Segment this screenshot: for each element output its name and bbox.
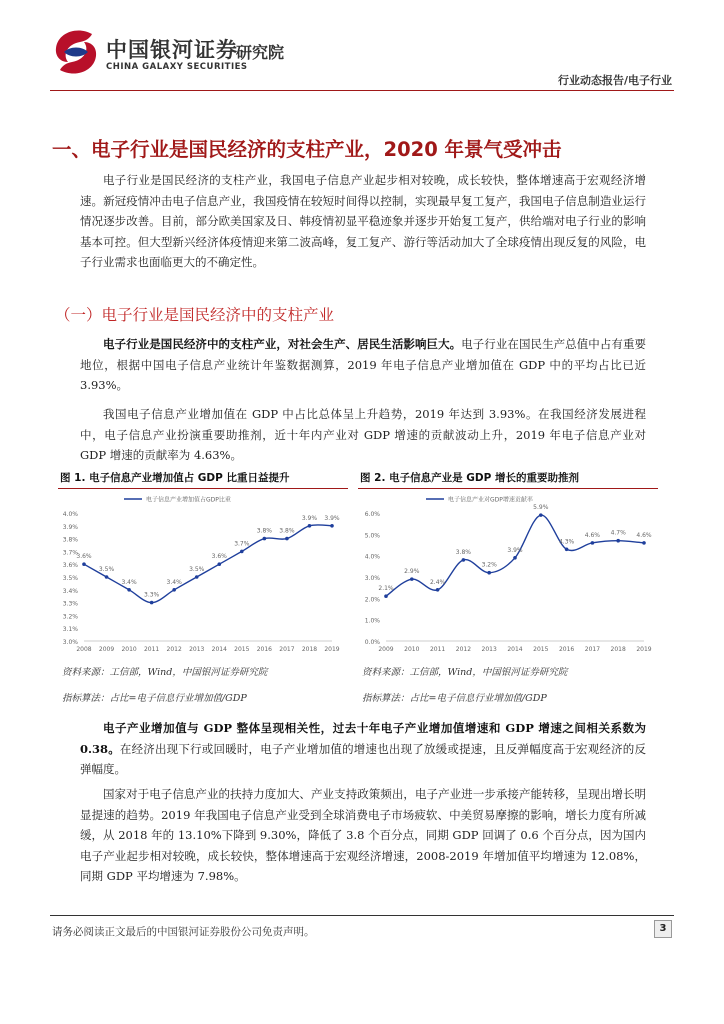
intro-paragraph: 电子行业是国民经济的支柱产业，我国电子信息产业起步相对较晚，成长较快，整体增速高于宏观经济增速。新冠疫情冲击电子信息产业，我国疫情在较短时间得以控制，实现最早复工复产，我国电子信息制造业运行情况逐步改善。目前，部分欧美国家及日、韩疫情初显平稳迹象并逐步开始复工复产，供给端对电子行业的影响基本可控。但大型新兴经济体疫情迎来第二波高峰，复工复产、游行等活动加大了全球疫情出现反复的风险，电子行业需求也面临更大的不确定性。 xyxy=(80,173,646,269)
y-tick-label: 3.7% xyxy=(62,549,78,557)
data-label: 3.9% xyxy=(507,546,523,554)
page-header xyxy=(0,0,724,92)
y-tick-label: 3.6% xyxy=(62,562,78,570)
paragraph-correlation xyxy=(80,718,646,780)
y-tick-label: 4.0% xyxy=(62,511,78,518)
y-tick-label: 3.9% xyxy=(62,523,78,531)
data-label: 4.6% xyxy=(636,531,652,539)
x-tick-label: 2011 xyxy=(143,646,160,653)
x-tick-label: 2018 xyxy=(301,646,318,653)
data-point xyxy=(384,594,388,598)
header-divider xyxy=(50,90,674,91)
x-tick-label: 2010 xyxy=(404,646,420,653)
x-tick-label: 2015 xyxy=(533,646,549,653)
x-tick-label: 2012 xyxy=(166,646,182,653)
legend-label: 电子信息产业增加值占GDP比重 xyxy=(146,496,231,504)
data-point xyxy=(642,541,646,545)
figure-2-chart xyxy=(358,491,658,657)
data-label: 5.9% xyxy=(533,504,549,512)
x-tick-label: 2011 xyxy=(429,646,446,653)
figure-2-title: 图 2. 电子信息产业是 GDP 增长的重要助推剂 xyxy=(360,472,579,484)
data-point xyxy=(105,575,109,579)
logo-english-name: CHINA GALAXY SECURITIES xyxy=(106,62,248,72)
data-label: 4.7% xyxy=(610,529,626,537)
legend-label: 电子信息产业对GDP增速贡献率 xyxy=(448,496,533,504)
x-tick-label: 2009 xyxy=(378,646,394,653)
data-point xyxy=(487,571,491,575)
x-tick-label: 2014 xyxy=(211,646,227,653)
y-tick-label: 2.0% xyxy=(364,596,380,604)
figure-2-rule xyxy=(358,488,658,489)
bold-lead-sentence: 电子产业增加值与 GDP 整体呈现相关性，过去十年电子产业增加值增速和 GDP 增速之间相关系数为 0.38。 xyxy=(80,721,646,756)
y-tick-label: 3.0% xyxy=(364,575,380,582)
data-label: 3.6% xyxy=(76,553,92,561)
research-institute-label: 研究院 xyxy=(236,43,285,62)
data-point xyxy=(217,562,221,566)
data-label: 3.5% xyxy=(189,566,205,573)
paragraph-policy: 国家对于电子信息产业的扶持力度加大、产业支持政策频出，电子产业进一步承接产能转移，呈现出增长明显提速的趋势。2019 年我国电子信息产业受到全球消费电子市场疲软、中美贸易摩擦的影响，增长力度有所减缓，从 2018 年的 13.10%下降到 9.30%，降低了 3.8 个百分点，同期 GDP 回调了 0.6 个百分点，因为国内电子产业起步相对较晚，成长较快，整体增速高于宏观经济增速，2008-2019 年增加值平均增速为 12.08%，同期 GDP 平均增速为 7.98%。 xyxy=(80,787,646,883)
figure-1-rule xyxy=(58,488,348,489)
x-tick-label: 2019 xyxy=(636,646,652,653)
data-label: 3.9% xyxy=(301,514,318,522)
footer-disclaimer: 请务必阅读正文最后的中国银河证券股份公司免责声明。 xyxy=(52,926,315,938)
series-line xyxy=(84,525,332,603)
y-tick-label: 3.5% xyxy=(62,575,78,582)
data-point xyxy=(82,562,86,566)
y-tick-label: 3.3% xyxy=(62,600,78,608)
data-point xyxy=(172,588,176,592)
data-point xyxy=(127,588,131,592)
data-label: 3.8% xyxy=(279,527,295,535)
x-tick-label: 2010 xyxy=(121,646,137,653)
y-tick-label: 5.0% xyxy=(364,532,380,540)
bold-lead-sentence: 电子行业是国民经济中的支柱产业，对社会生产、居民生活影响巨大。 xyxy=(103,337,462,351)
data-label: 3.4% xyxy=(166,578,182,586)
x-tick-label: 2016 xyxy=(558,646,575,653)
data-label: 3.4% xyxy=(121,578,137,586)
footer-divider xyxy=(50,915,674,916)
figure-2-method: 指标算法：占比=电子信息行业增加值/GDP xyxy=(362,693,547,704)
y-tick-label: 0.0% xyxy=(364,639,380,646)
paragraph-importance xyxy=(80,334,646,396)
data-label: 3.5% xyxy=(98,566,115,573)
data-label: 3.9% xyxy=(324,514,340,522)
x-tick-label: 2013 xyxy=(189,646,205,653)
data-point xyxy=(330,524,334,528)
y-tick-label: 1.0% xyxy=(364,617,380,625)
paragraph-body: 在经济出现下行或回暖时，电子产业增加值的增速也出现了放缓或提速，且反弹幅度高于宏观经济的反弹幅度。 xyxy=(80,741,646,776)
data-point xyxy=(436,588,440,592)
figure-1-source: 资料来源：工信部，Wind，中国银河证券研究院 xyxy=(62,667,268,678)
x-tick-label: 2009 xyxy=(98,646,115,653)
section-heading: 一、电子行业是国民经济的支柱产业，2020 年景气受冲击 xyxy=(52,138,562,161)
figure-1-method: 指标算法：占比=电子信息行业增加值/GDP xyxy=(62,693,247,704)
y-tick-label: 3.4% xyxy=(62,587,78,595)
x-tick-label: 2014 xyxy=(507,646,523,653)
x-tick-label: 2017 xyxy=(279,646,295,653)
data-label: 3.3% xyxy=(144,591,160,599)
data-label: 2.4% xyxy=(429,578,446,586)
y-tick-label: 3.2% xyxy=(62,613,78,621)
data-point xyxy=(513,556,517,560)
data-point xyxy=(263,537,267,541)
y-tick-label: 6.0% xyxy=(364,511,380,518)
figure-1-chart xyxy=(58,491,350,657)
y-tick-label: 3.8% xyxy=(62,536,78,544)
data-label: 3.8% xyxy=(455,548,472,556)
subsection-heading: （一）电子行业是国民经济中的支柱产业 xyxy=(55,306,335,324)
company-logo xyxy=(48,24,348,80)
x-tick-label: 2018 xyxy=(610,646,626,653)
data-point xyxy=(195,575,199,579)
logo-chinese-name: 中国银河证券 xyxy=(106,38,238,62)
x-tick-label: 2019 xyxy=(324,646,340,653)
data-label: 3.8% xyxy=(256,527,272,535)
data-point xyxy=(462,558,466,562)
y-tick-label: 3.0% xyxy=(62,639,78,646)
paragraph-body: 电子行业在国民生产总值中占有重要地位，根据中国电子信息产业统计年鉴数据测算，2019 年电子信息产业增加值在 GDP 中的平均占比已近 3.93%。 xyxy=(80,337,647,392)
data-point xyxy=(150,601,154,605)
figure-1-title: 图 1. 电子信息产业增加值占 GDP 比重日益提升 xyxy=(60,472,290,484)
x-tick-label: 2008 xyxy=(76,646,92,653)
data-label: 3.7% xyxy=(234,540,250,548)
y-tick-label: 4.0% xyxy=(364,553,380,561)
data-point xyxy=(565,547,569,551)
paragraph-trend: 我国电子信息产业增加值在 GDP 中占比总体呈上升趋势，2019 年达到 3.93%。在我国经济发展进程中，电子信息产业扮演重要助推剂，近十年内产业对 GDP 增速的贡献波动上升，2019 年电子信息产业对 GDP 增速的贡献率为 4.63%。 xyxy=(80,407,646,462)
data-label: 4.3% xyxy=(558,538,575,546)
x-tick-label: 2017 xyxy=(584,646,601,653)
x-tick-label: 2013 xyxy=(481,646,497,653)
data-label: 3.6% xyxy=(211,553,227,561)
data-label: 3.2% xyxy=(481,561,497,569)
series-line xyxy=(386,515,644,596)
data-label: 2.9% xyxy=(404,568,420,576)
data-label: 2.1% xyxy=(378,585,394,593)
galaxy-logo-icon xyxy=(48,24,104,80)
data-label: 4.6% xyxy=(584,531,601,539)
data-point xyxy=(308,524,312,528)
figure-2-source: 资料来源：工信部，Wind，中国银河证券研究院 xyxy=(362,667,568,678)
data-point xyxy=(240,550,244,554)
data-point xyxy=(616,539,620,543)
x-tick-label: 2015 xyxy=(234,646,250,653)
x-tick-label: 2012 xyxy=(455,646,472,653)
data-point xyxy=(285,537,289,541)
data-point xyxy=(539,513,543,517)
data-point xyxy=(410,577,414,581)
report-category: 行业动态报告/电子行业 xyxy=(557,74,672,87)
data-point xyxy=(591,541,595,545)
page-number: 3 xyxy=(654,920,672,938)
y-tick-label: 3.1% xyxy=(62,626,78,634)
x-tick-label: 2016 xyxy=(256,646,273,653)
